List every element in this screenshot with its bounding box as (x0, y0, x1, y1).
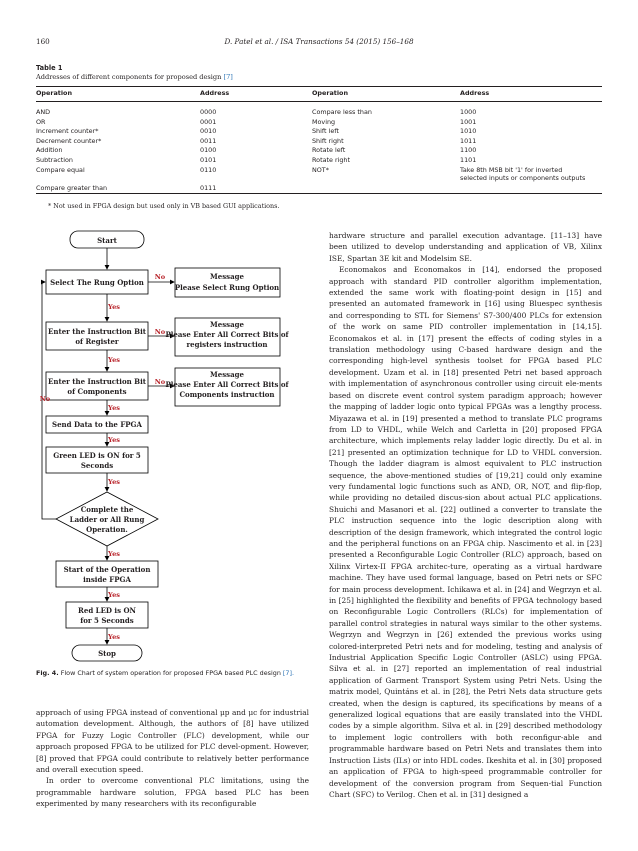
right-address-cell: 1101 (460, 156, 477, 164)
figure-caption-text: Flow Chart of system operation for proposed FPGA based PLC design (60, 669, 281, 677)
table-caption-ref[interactable]: [7] (223, 72, 233, 81)
left-address-cell: 0011 (200, 136, 217, 145)
col-header-operation-2: Operation (312, 89, 348, 97)
right-operation-cell: Compare less than (312, 108, 372, 116)
msg1-title: Message (210, 272, 244, 281)
msg3-line1: Please Enter All Correct Bits of (165, 380, 289, 389)
table-footnote: * Not used in FPGA design but used only in VB based GUI applications. (48, 202, 280, 210)
right-address-cell: 1100 (460, 146, 477, 155)
start-label: Start (97, 236, 117, 245)
red-led-line1: Red LED is ON (78, 606, 136, 615)
right-operation-cell: Shift left (312, 127, 339, 136)
left-operation-cell: Compare equal (36, 165, 85, 174)
left-paragraph-1: approach of using FPGA instead of conventional μp and μc for industrial automation development. Although, the authors of [8] have utilized FPGA for Fuzzy Logic Controller (FLC) development, while our approach proposed FPGA to be utilized for PLC devel-opment. However, [8] proved that FPGA could contribute to relatively better performance and overall execution speed. (36, 708, 309, 775)
no-label-1: No (154, 273, 166, 281)
right-operation-cell: Rotate right (312, 156, 350, 164)
right-address-cell: 1011 (460, 136, 477, 145)
decision-line2: Ladder or All Rung (69, 515, 145, 524)
yes-label-3: Yes (107, 404, 121, 412)
right-address-cell: 1000 (460, 108, 477, 116)
table-label: Table 1 (36, 64, 63, 72)
decision-line1: Complete the (80, 505, 134, 514)
msg3-title: Message (210, 370, 244, 379)
right-operation-cell: Rotate left (312, 146, 346, 155)
left-operation-cell: Decrement counter* (36, 136, 102, 145)
yes-label-1: Yes (107, 303, 121, 311)
red-led-line2: for 5 Seconds (80, 616, 134, 625)
send-data-label: Send Data to the FPGA (52, 420, 142, 429)
right-address-cell: selected inputs or components outputs (460, 174, 586, 182)
right-operation-cell: Shift right (312, 136, 344, 145)
col-header-address-2: Address (460, 89, 490, 97)
left-address-cell: 0110 (200, 165, 217, 174)
left-operation-cell: OR (36, 117, 46, 126)
left-address-cell: 0000 (200, 108, 217, 116)
left-paragraph-2: In order to overcome conventional PLC limitations, using the programmable hardware solution, FPGA based PLC has been experimented by many researchers with its reconfigurable (36, 776, 309, 809)
select-rung-label: Select The Rung Option (50, 278, 144, 287)
no-label-3: No (154, 378, 166, 386)
no-label-2: No (154, 328, 166, 336)
left-address-cell: 0001 (200, 117, 217, 126)
page-number: 160 (36, 37, 50, 46)
green-led-line1: Green LED is ON for 5 (53, 451, 141, 460)
step3-line1: Enter the Instruction Bit (48, 377, 146, 386)
left-address-cell: 0111 (200, 184, 217, 192)
flowchart-figure (36, 226, 309, 666)
left-column-body (36, 707, 309, 810)
left-address-cell: 0100 (200, 146, 217, 155)
right-address-cell: Take 8th MSB bit '1' for inverted (460, 165, 563, 174)
right-operation-cell: Moving (312, 117, 336, 126)
msg1-body: Please Select Rung Option (174, 283, 280, 292)
table-caption-text: Addresses of different components for proposed design (36, 72, 222, 81)
msg2-title: Message (210, 320, 244, 329)
yes-label-4: Yes (107, 436, 121, 444)
col-header-operation-1: Operation (36, 89, 72, 97)
table-caption (36, 64, 233, 81)
yes-label-7: Yes (107, 591, 121, 599)
running-header (36, 37, 602, 49)
left-operation-cell: Subtraction (36, 156, 73, 164)
figure-caption-ref[interactable]: [7]. (282, 669, 295, 677)
left-operation-cell: AND (36, 108, 51, 116)
right-paragraph-2: Economakos and Economakos in [14], endorsed the proposed approach with standard PID controller algorithm implementation, extended the same work with floating-point design in [15] and presented an automated framework in [16] using Bluespec synthesis and corresponding to STL for Siemens' S7-300/400 PLCs for extension of the work on same PID controller implementation in [14,15]. Economakos et al. in [17] present the effects of coding styles in a translation methodology using C-based hardware design and the corresponding high-level synthesis toolset for FPGA based PLC development. Uzam et al. in [18] presented Petri net based approach with implementation of asynchronous controller using circuit ele-ments based on discrete event control system paradigm approach; however the mapping of ladder logic onto typical FPGAs was a lengthy process. Miyazawa et al. in [19] presented a method to translate PLC programs from LD to VHDL, while Welch and Carletta in [20] proposed FPGA architecture, which implements relay ladder logic directly. Du et al. in [21] presented an optimization technique for LD to VHDL conversion. Though the ladder diagram is almost equivalent to PLC instruction sequence, the above-mentioned studies of [19,21] could only examine very fundamental logic functions such as AND, OR, NOT, and flip-flop, while providing no detailed discus-sion about actual PLC applications. Shuichi and Masanori et al. [22] outlined a converter to translate the PLC instruction sequence into the logic description along with description of the design framework, which integrated the control logic and the peripheral functions on an FPGA chip. Nascimento et al. in [23] presented a Reconfigurable Logic Controller (RLC) approach, based on Xilinx Virtex-II FPGA architec-ture, operating as a virtual hardware machine. They have used formal language, based on Petri nets or SFC for main process development. Ichikawa et al. in [24] and Wegrzyn et al. in [25] highlighted the flexibility and benefits of FPGA technology based on Reconfigurable Logic Controllers (RLCs) for implementation of parallel control strategies in natural ways similar to the other systems. Wegrzyn and Wegrzyn in [26] extended the previous works using colored-interpreted Petri nets and for modeling, testing and analysis of Industrial Application Specific Logic Controller (ASLC) using FPGA. Silva et al. in [27] reported an implementation of real industrial application of Garment Transport System using Petri Nets. Using the matrix model, Quintáns et al. in [28], the Petri Nets data structure gets created, when the design is captured, its specifications by means of a generalized logical equations that are easily translated into the VHDL codes by a simple algorithm. Silva et al. in [29] described methodology to implement logic controllers with both reconfigur-able and programmable hardware based on Petri Nets and translates them into Instruction Lists (ILs) or into HDL codes. Ikeshita et al. in [30] proposed an application of FPGA to high-speed programmable controller for development of the conversion program from Sequen-tial Function Chart (SFC) to Verilog. Chen et al. in [31] designed a (329, 265, 602, 799)
yes-label-8: Yes (107, 633, 121, 641)
table-bottom-rule (36, 193, 602, 194)
yes-label-2: Yes (107, 356, 121, 364)
step3-line2: of Components (67, 387, 127, 396)
msg2-line1: Please Enter All Correct Bits of (165, 330, 289, 339)
no-label-loop: No (39, 395, 51, 403)
decision-line3: Operation. (86, 525, 128, 534)
right-operation-cell: NOT* (312, 165, 329, 174)
start-op-line2: inside FPGA (83, 575, 131, 584)
green-led-line2: Seconds (80, 461, 114, 470)
left-operation-cell: Addition (36, 146, 63, 155)
figure-label: Fig. 4. (36, 669, 59, 677)
left-address-cell: 0101 (200, 156, 217, 164)
left-address-cell: 0010 (200, 127, 217, 136)
left-operation-cell: Compare greater than (36, 184, 108, 192)
right-address-cell: 1010 (460, 127, 477, 136)
right-column-body (329, 230, 602, 800)
msg3-line2: Components instruction (179, 390, 275, 399)
col-header-address-1: Address (200, 89, 230, 97)
stop-label: Stop (98, 649, 116, 658)
left-operation-cell: Increment counter* (36, 127, 99, 136)
msg2-line2: registers instruction (186, 340, 268, 349)
figure-caption (36, 669, 309, 677)
step2-line1: Enter the Instruction Bit (48, 327, 146, 336)
journal-citation: D. Patel et al. / ISA Transactions 54 (2015) 156–168 (224, 37, 414, 46)
step2-line2: of Register (75, 337, 119, 346)
yes-label-6: Yes (107, 550, 121, 558)
table-header-rule (36, 101, 602, 102)
right-address-cell: 1001 (460, 117, 477, 126)
table-top-rule (36, 86, 602, 87)
yes-label-5: Yes (107, 478, 121, 486)
right-paragraph-1: hardware structure and parallel execution advantage. [11–13] have been utilized to develop understanding and application of VB, Xilinx ISE, Spartan 3E kit and Modelsim SE. (329, 231, 602, 263)
start-op-line1: Start of the Operation (63, 565, 151, 574)
